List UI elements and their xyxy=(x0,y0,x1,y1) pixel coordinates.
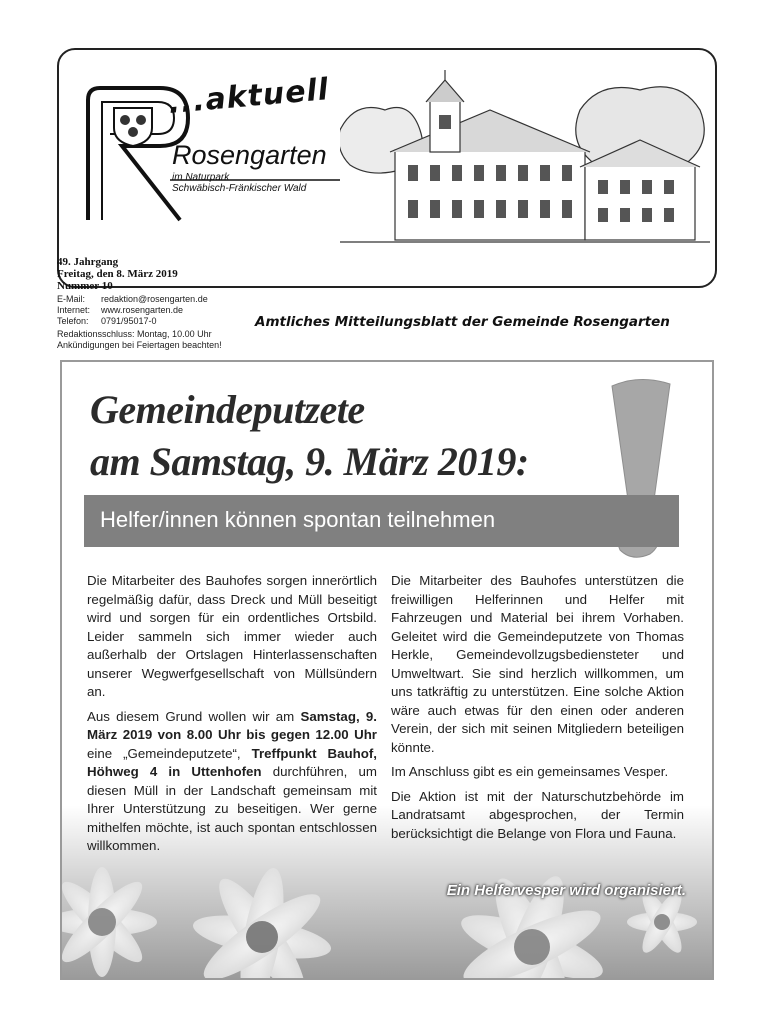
banner-text: Helfer/innen können spontan teilnehmen xyxy=(100,507,496,532)
text-run: Aus diesem Grund wollen wir am xyxy=(87,708,301,724)
article-column-left xyxy=(87,572,377,862)
meeting-point: Treffpunkt Bauhof, Höhweg 4 in Uttenhofen xyxy=(87,745,378,779)
article-box xyxy=(60,360,714,980)
contact-label: Internet: xyxy=(57,305,91,315)
contact-label: Telefon: xyxy=(57,316,89,326)
contact-value: www.rosengarten.de xyxy=(101,305,184,315)
contact-internet xyxy=(57,305,208,316)
contact-value: 0791/95017-0 xyxy=(101,316,157,326)
contact-label: E-Mail: xyxy=(57,294,86,304)
headline-line-2: am Samstag, 9. März 2019: xyxy=(90,439,529,484)
right-paragraph-2: Im Anschluss gibt es ein gemeinsames Vesper. xyxy=(391,764,669,779)
left-paragraph-2 xyxy=(87,708,377,856)
contact-value: redaktion@rosengarten.de xyxy=(101,294,208,304)
masthead-name: Rosengarten xyxy=(172,140,327,170)
text-run: eine „Gemeindeputzete“, xyxy=(87,745,252,761)
editorial-deadline xyxy=(57,329,222,351)
text-run: durchführen, um diesen Müll in der Landschaft gemeinsam mit Ihrer Unterstützung zu beseitigen. Wer gerne mithelfen möchte, ist auch spontan entschlossen willkommen. xyxy=(87,764,377,853)
contact-list xyxy=(57,294,208,327)
right-paragraph-3: Die Aktion ist mit der Naturschutzbehörde im Landratsamt abgesprochen, der Termin berücksichtigt die Belange von Flora und Fauna. xyxy=(391,788,684,841)
masthead-subtitle-2: Schwäbisch-Fränkischer Wald xyxy=(172,183,307,194)
closing-line: Ein Helfervesper wird organisiert. xyxy=(446,882,686,899)
article-headline xyxy=(90,384,529,488)
issue-volume: 49. Jahrgang xyxy=(57,256,119,268)
right-paragraph-1: Die Mitarbeiter des Bauhofes unterstützen die freiwilligen Helferinnen und Helfer mit Fahrzeugen und Material bei ihrem Vorhaben. Geleitet wird die Gemeindeputzete von Thomas Herkle, Gemeindevollzugsbediensteter und Umweltwart. Sie sind herzlich willkommen, um uns tatkräftig zu unterstützen. Eine solche Aktion wäre auch etwas für den einen oder anderen Verein, der sich mit seinen Mitgliedern beteiligen könnte. xyxy=(391,573,684,755)
official-tagline: Amtliches Mitteilungsblatt der Gemeinde Rosengarten xyxy=(255,314,670,330)
subheadline-banner xyxy=(84,495,679,547)
headline-line-1: Gemeindeputzete xyxy=(90,387,365,432)
issue-info xyxy=(57,256,178,292)
contact-phone xyxy=(57,316,208,327)
masthead-aktuell: ...aktuell xyxy=(166,72,331,121)
town-hall-illustration xyxy=(340,70,710,250)
article-column-right xyxy=(391,572,684,849)
deadline-line-1: Redaktionsschluss: Montag, 10.00 Uhr xyxy=(57,329,212,339)
event-date-time: Samstag, 9. März 2019 von 8.00 Uhr bis gegen 12.00 Uhr xyxy=(87,708,377,742)
issue-number: Nummer 10 xyxy=(57,280,113,292)
contact-email xyxy=(57,294,208,305)
masthead-subtitle-1: im Naturpark xyxy=(172,172,230,183)
left-paragraph-1: Die Mitarbeiter des Bauhofes sorgen innerörtlich regelmäßig dafür, dass Dreck und Müll beseitigt wird und sorgen für ein ordentliches Ortsbild. Leider sammeln sich immer wieder auch außerhalb der Ortslagen Hinterlassenschaften unserer Wegwerfgesellschaft von Müllsündern an. xyxy=(87,573,377,699)
deadline-line-2: Ankündigungen bei Feiertagen beachten! xyxy=(57,340,222,350)
issue-date: Freitag, den 8. März 2019 xyxy=(57,268,178,280)
